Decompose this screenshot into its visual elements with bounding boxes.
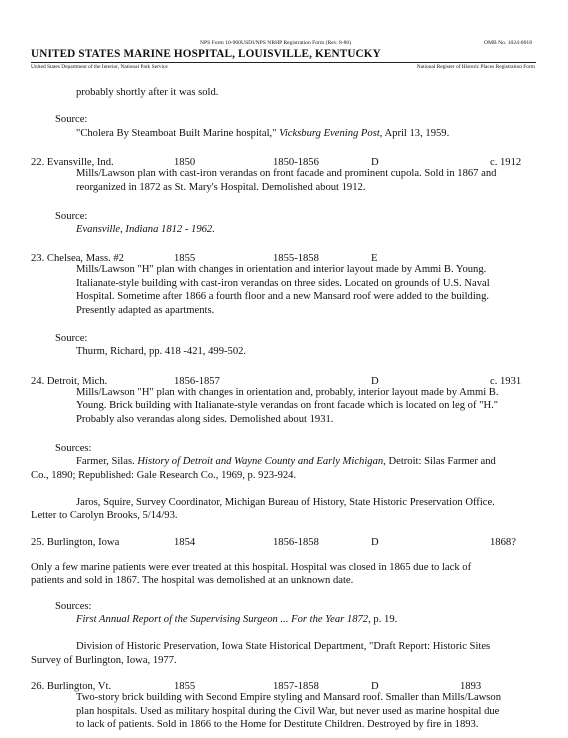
e24-name: 24. Detroit, Mich. [31, 375, 108, 387]
e23-line-4: Presently adapted as apartments. [76, 304, 215, 316]
e26-line-2: plan hospitals. Used as military hospital during the Civil War, but never used as marine hospital due [76, 705, 500, 717]
e23-line-1: Mills/Lawson "H" plan with changes in orientation and interior layout made by Ammi B. Young. [76, 264, 487, 275]
e23-date1: 1855 [174, 253, 196, 264]
e25-source-1: First Annual Report of the Supervising Surgeon ... For the Year 1872, p. 19. [76, 614, 398, 626]
e23-name: 23. Chelsea, Mass. #2 [31, 253, 124, 264]
e24-source-1: Farmer, Silas. History of Detroit and Wayne County and Early Michigan, Detroit: Silas Farmer and [76, 456, 496, 468]
omb-number: OMB No. 1024-0018 [483, 40, 532, 46]
agency-name: United States Department of the Interior, National Park Service [31, 64, 168, 70]
e26-date2: 1857-1858 [273, 681, 319, 692]
e25-line-2: patients and sold in 1867. The hospital was demolished at an unknown date. [31, 575, 354, 587]
e26-date1: 1855 [174, 681, 196, 692]
e24-sources-heading: Sources: [55, 442, 92, 454]
intro-line: probably shortly after it was sold. [76, 87, 219, 98]
e24-line-2: Young. Brick building with Italianate-style verandas on front facade which is located on leg of "H." [76, 400, 499, 412]
e26-demolished: 1893 [460, 681, 482, 692]
e23-source: Thurm, Richard, pp. 418 -421, 499-502. [76, 346, 247, 358]
e25-date1: 1854 [174, 536, 196, 548]
e23-status: E [371, 253, 378, 264]
e25-date2: 1856-1858 [273, 536, 319, 548]
e23-line-3: Hospital. Sometime after 1866 a fourth floor and a new Mansard roof were added to the building. [76, 291, 490, 302]
e26-line-3: to lack of patients. Sold in 1866 to the Home for Destitute Children. Destroyed by fire in 1893. [76, 719, 479, 730]
e23-date2: 1855-1858 [273, 253, 319, 264]
e24-demolished: c. 1931 [490, 375, 522, 387]
register-name: National Register of Historic Places Registration Form [416, 64, 535, 70]
e25-source-2: Division of Historic Preservation, Iowa State Historical Department, "Draft Report: Historic Sites [76, 641, 491, 653]
e25-status: D [371, 536, 379, 548]
e25-line-1: Only a few marine patients were ever treated at this hospital. Hospital was closed in 1865 due to lack of [31, 561, 472, 573]
e25-sources-heading: Sources: [55, 600, 92, 612]
e22-date2: 1850-1856 [273, 157, 319, 169]
e24-source-2-cont: Letter to Carolyn Brooks, 5/14/93. [31, 510, 178, 522]
e22-name: 22. Evansville, Ind. [31, 157, 114, 169]
e24-status: D [371, 375, 379, 387]
e24-date1: 1856-1857 [174, 375, 220, 387]
e22-source: Evansville, Indiana 1812 - 1962. [76, 224, 215, 236]
e25-name: 25. Burlington, Iowa [31, 536, 120, 548]
e22-demolished: c. 1912 [490, 157, 522, 169]
header-rule [31, 62, 536, 63]
e22-line-2: reorganized in 1872 as St. Mary's Hospital. Demolished about 1912. [76, 181, 366, 193]
e25-source-2-cont: Survey of Burlington, Iowa, 1977. [31, 654, 177, 666]
e23-line-2: Italianate-style building with cast-iron verandas on three sides. Located on grounds of U.S. Naval [76, 277, 490, 289]
e24-line-1: Mills/Lawson "H" plan with changes in orientation and, probably, interior layout made by Ammi B. [76, 386, 499, 398]
e25-demolished: 1868? [490, 536, 516, 548]
e24-source-2: Jaros, Squire, Survey Coordinator, Michigan Bureau of History, State Historic Preservation Office. [76, 496, 495, 508]
e23-source-heading: Source: [55, 332, 88, 344]
e21-source-heading: Source: [55, 114, 88, 126]
e22-source-heading: Source: [55, 210, 88, 222]
e22-line-1: Mills/Lawson plan with cast-iron verandas on front facade and prominent cupola. Sold in 1867 and [76, 168, 497, 180]
e24-line-3: Probably also verandas along sides. Demolished about 1931. [76, 413, 334, 425]
e24-source-1-cont: Co., 1890; Republished: Gale Research Co., 1969, p. 923-924. [31, 469, 297, 481]
e26-name: 26. Burlington, Vt. [31, 681, 112, 692]
form-number: NPS Form 10-900USDI/NPS NRHP Registration Form (Rev. 8-86) [200, 40, 352, 46]
e26-status: D [371, 681, 379, 692]
e22-status: D [371, 157, 379, 169]
e22-date1: 1850 [174, 157, 196, 169]
e21-source-text: "Cholera By Steamboat Built Marine hospital," Vicksburg Evening Post, April 13, 1959. [76, 127, 450, 139]
document-title: UNITED STATES MARINE HOSPITAL, LOUISVILLE, KENTUCKY [31, 48, 381, 60]
e26-line-1: Two-story brick building with Second Empire styling and Mansard roof. Smaller than Mills/Lawson [76, 691, 502, 703]
